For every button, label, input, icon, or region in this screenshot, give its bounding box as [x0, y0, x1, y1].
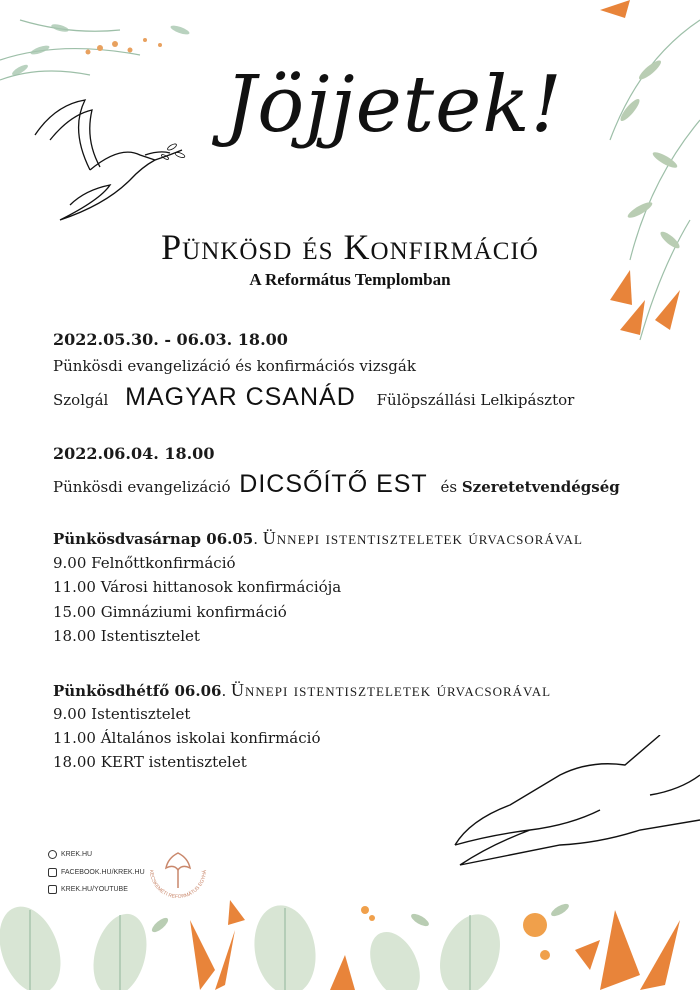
section3-heading: Pünkösdvasárnap 06.05: [53, 530, 254, 548]
headline: Pünkösd és Konfirmáció: [161, 227, 539, 267]
foliage-bottom: [0, 880, 700, 990]
section2-connector: és: [440, 478, 458, 496]
section4-item: 9.00 Istentisztelet: [53, 705, 191, 723]
facebook-icon: [48, 868, 57, 877]
section3-subtitle: Ünnepi istentiszteletek úrvacsorával: [262, 528, 583, 548]
footer-link-website[interactable]: [48, 850, 92, 859]
section4-item: 11.00 Általános iskolai konfirmáció: [53, 729, 321, 747]
section1-speaker-line: [53, 383, 574, 412]
foliage-top-right: [570, 0, 700, 360]
footer-link-label: FACEBOOK.HU/KREK.HU: [61, 869, 145, 876]
section2-extra: Szeretetvendégség: [461, 478, 620, 496]
section2-prefix: Pünkösdi evangelizáció: [53, 478, 231, 496]
footer-link-facebook[interactable]: [48, 868, 145, 877]
speaker-name: MAGYAR CSANÁD: [125, 383, 356, 411]
foliage-top-left: [0, 0, 230, 90]
section3-item: 11.00 Városi hittanosok konfirmációja: [53, 578, 342, 596]
section4-heading: Pünkösdhétfő 06.06: [53, 682, 222, 700]
section4-subtitle: Ünnepi istentiszteletek úrvacsorával: [231, 680, 552, 700]
section2-date: 2022.06.04. 18.00: [53, 444, 215, 463]
section2-line: [53, 470, 620, 499]
page-title: Jöjjetek!: [225, 60, 563, 150]
section3-heading-line: [53, 528, 583, 549]
section1-line1: Pünkösdi evangelizáció és konfirmációs vizsgák: [53, 357, 416, 375]
section4-heading-line: [53, 680, 551, 701]
section2-event: DICSŐÍTŐ EST: [239, 470, 428, 498]
section3-item: 9.00 Felnőttkonfirmáció: [53, 554, 236, 572]
globe-icon: [48, 850, 57, 859]
section3-item: 18.00 Istentisztelet: [53, 627, 200, 645]
footer-link-label: KREK.HU/YOUTUBE: [61, 886, 128, 893]
dove-illustration: [30, 95, 190, 230]
section3-item: 15.00 Gimnáziumi konfirmáció: [53, 603, 287, 621]
subheadline: A Református Templomban: [249, 270, 451, 289]
section4-item: 18.00 KERT istentisztelet: [53, 753, 247, 771]
serves-prefix: Szolgál: [53, 391, 109, 409]
footer-link-label: KREK.HU: [61, 851, 93, 858]
seal-text: KECSKEMÉTI REFORMÁTUS EGYHÁ: [147, 869, 209, 901]
hand-illustration: [450, 735, 700, 880]
section3-heading-sep: .: [253, 530, 259, 548]
section4-heading-sep: .: [221, 682, 227, 700]
speaker-role: Fülöpszállási Lelkipásztor: [376, 391, 575, 409]
section1-date: 2022.05.30. - 06.03. 18.00: [53, 330, 288, 349]
